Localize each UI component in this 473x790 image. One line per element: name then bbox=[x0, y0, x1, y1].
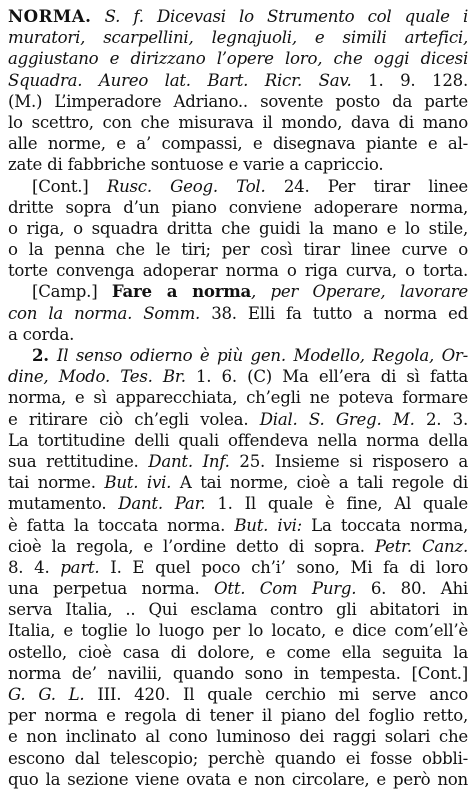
text-segment: S. f. Dicevasi lo Strumento col quale i bbox=[91, 7, 468, 26]
text-segment: Rusc. Geog. Tol. bbox=[106, 176, 266, 196]
text-line bbox=[8, 599, 468, 620]
text-segment: (M.) L’imperadore Adriano.. sovente posto da parte bbox=[8, 91, 468, 111]
text-segment: aggiustano e dirizzano l’opere loro, che oggi dicesi bbox=[8, 49, 468, 69]
text-line bbox=[8, 48, 468, 69]
text-segment: La toccata norma, bbox=[301, 515, 468, 535]
text-segment: tai norme. bbox=[8, 473, 105, 493]
text-segment: è fatta la toccata norma. bbox=[8, 515, 235, 535]
text-segment: Dant. Par. bbox=[118, 494, 206, 514]
text-segment: Italia, e toglie lo luogo per lo locato, e dice com’ell’è bbox=[8, 621, 468, 641]
text-line bbox=[8, 303, 468, 324]
text-line bbox=[8, 281, 468, 302]
text-segment: cioè la regola, e l’ordine detto di sopra. bbox=[8, 536, 375, 556]
text-segment: Petr. Canz. bbox=[374, 536, 468, 556]
text-segment: III. 420. Il quale cerchio mi serve anco bbox=[84, 685, 468, 704]
text-segment: norma de’ navilii, quando sono in tempesta. [Cont.] bbox=[8, 663, 468, 683]
text-segment: 1. 6. (C) Ma ell’era di sì fatta bbox=[185, 367, 468, 387]
text-segment: serva Italia, .. Qui esclama contro gli abitatori in bbox=[8, 600, 468, 620]
text-line bbox=[8, 430, 468, 451]
text-line bbox=[8, 91, 468, 112]
text-line bbox=[8, 769, 468, 790]
text-line bbox=[8, 366, 468, 387]
text-segment: 25. Insieme si risposero a bbox=[229, 451, 468, 471]
text-line bbox=[8, 345, 468, 366]
text-segment: con la norma. Somm. bbox=[8, 303, 201, 323]
text-segment: [Camp.] bbox=[32, 282, 112, 302]
text-segment: mutamento. bbox=[8, 494, 119, 514]
text-line bbox=[8, 705, 468, 726]
text-segment: part. bbox=[60, 557, 100, 577]
text-line bbox=[8, 472, 468, 493]
text-segment: per norma e regola di tener il piano del foglio retto, bbox=[8, 706, 468, 726]
text-segment: La tortitudine delli quali offendeva nella norma della bbox=[8, 430, 468, 450]
text-line bbox=[8, 387, 468, 408]
text-segment: NORMA. bbox=[8, 6, 92, 26]
text-segment: Ott. Com Purg. bbox=[214, 579, 357, 599]
text-line bbox=[8, 133, 468, 154]
text-segment: 8. 4. bbox=[8, 557, 61, 577]
text-line bbox=[8, 70, 468, 91]
dictionary-entry-norma bbox=[8, 6, 468, 790]
text-segment: Dant. Inf. bbox=[148, 451, 230, 471]
text-line bbox=[8, 493, 468, 514]
text-segment: sua rettitudine. bbox=[8, 451, 149, 471]
text-segment: 38. Elli fa tutto a norma ed bbox=[200, 303, 468, 323]
text-line bbox=[8, 748, 468, 769]
text-line bbox=[8, 409, 468, 430]
text-segment: quo la sezione viene ovata e non circolare, e però non bbox=[8, 769, 468, 789]
text-segment: A tai norme, cioè a tali regole di bbox=[171, 473, 468, 493]
text-segment: una perpetua norma. bbox=[8, 579, 215, 599]
text-segment: dritte sopra d’un piano conviene adoperare norma, bbox=[8, 197, 468, 217]
text-line bbox=[8, 218, 468, 239]
text-segment: 2. 3. bbox=[414, 409, 468, 429]
text-segment: , per Operare, lavorare bbox=[251, 282, 468, 302]
text-segment: dine, Modo. Tes. Br. bbox=[8, 367, 186, 387]
text-segment: Fare a norma bbox=[111, 281, 252, 302]
text-segment: torte convenga adoperar norma o riga curva, o torta. bbox=[8, 261, 468, 281]
text-line bbox=[8, 260, 468, 281]
text-segment: muratori, scarpellini, legnajuoli, e simili artefici, bbox=[8, 28, 468, 48]
text-line bbox=[8, 726, 468, 747]
text-segment: lo scettro, con che misurava il mondo, dava di mano bbox=[8, 112, 468, 132]
text-segment: ostello, cioè casa di dolore, e come ella seguita la bbox=[8, 642, 468, 662]
text-segment: G. G. L. bbox=[8, 685, 85, 704]
text-segment: e ritirare ciò ch’egli volea. bbox=[8, 409, 260, 429]
text-segment: Squadra. Aureo lat. Bart. Ricr. Sav. bbox=[8, 70, 352, 90]
text-line bbox=[8, 557, 468, 578]
text-line bbox=[8, 578, 468, 599]
text-line bbox=[8, 642, 468, 663]
text-segment: o riga, o squadra dritta che guidi la mano e lo stile, bbox=[8, 218, 468, 238]
text-line bbox=[8, 536, 468, 557]
text-line bbox=[8, 324, 468, 345]
text-line bbox=[8, 197, 468, 218]
text-segment: [Cont.] bbox=[32, 176, 107, 196]
text-segment: I. E quel poco ch’i’ sono, Mi fa di loro bbox=[99, 557, 468, 577]
text-segment: norma, e sì apparecchiata, ch’egli ne poteva formare bbox=[8, 388, 468, 408]
text-line bbox=[8, 6, 468, 27]
text-line bbox=[8, 620, 468, 641]
text-segment: But. ivi: bbox=[234, 515, 302, 535]
text-line bbox=[8, 684, 468, 705]
text-segment: zate di fabbriche sontuose e varie a capriccio. bbox=[8, 155, 384, 175]
text-line bbox=[8, 451, 468, 472]
text-segment: alle norme, e a’ compassi, e disegnava piante e al- bbox=[8, 134, 468, 154]
text-line bbox=[8, 27, 468, 48]
text-segment: Il senso odierno è più gen. Modello, Regola, Or- bbox=[56, 346, 468, 365]
text-segment: 2. bbox=[32, 345, 57, 365]
text-segment: e non inclinato al cono luminoso dei raggi solari che bbox=[8, 727, 468, 747]
text-segment: escono dal telescopio; perchè quando ei fosse obbli- bbox=[8, 748, 468, 768]
text-segment: 1. 9. 128. bbox=[351, 70, 468, 90]
text-line bbox=[8, 154, 468, 175]
text-segment: Dial. S. Greg. M. bbox=[259, 409, 415, 429]
text-line bbox=[8, 663, 468, 684]
text-segment: 1. Il quale è fine, Al quale bbox=[205, 494, 468, 514]
text-segment: a corda. bbox=[8, 324, 75, 344]
text-segment: But. ivi. bbox=[104, 473, 172, 493]
text-segment: 6. 80. Ahi bbox=[356, 579, 468, 599]
text-segment: 24. Per tirar linee bbox=[265, 176, 468, 196]
text-line bbox=[8, 176, 468, 197]
text-line bbox=[8, 239, 468, 260]
text-line bbox=[8, 515, 468, 536]
text-segment: o la penna che le tiri; per così tirar linee curve o bbox=[8, 240, 468, 260]
text-line bbox=[8, 112, 468, 133]
